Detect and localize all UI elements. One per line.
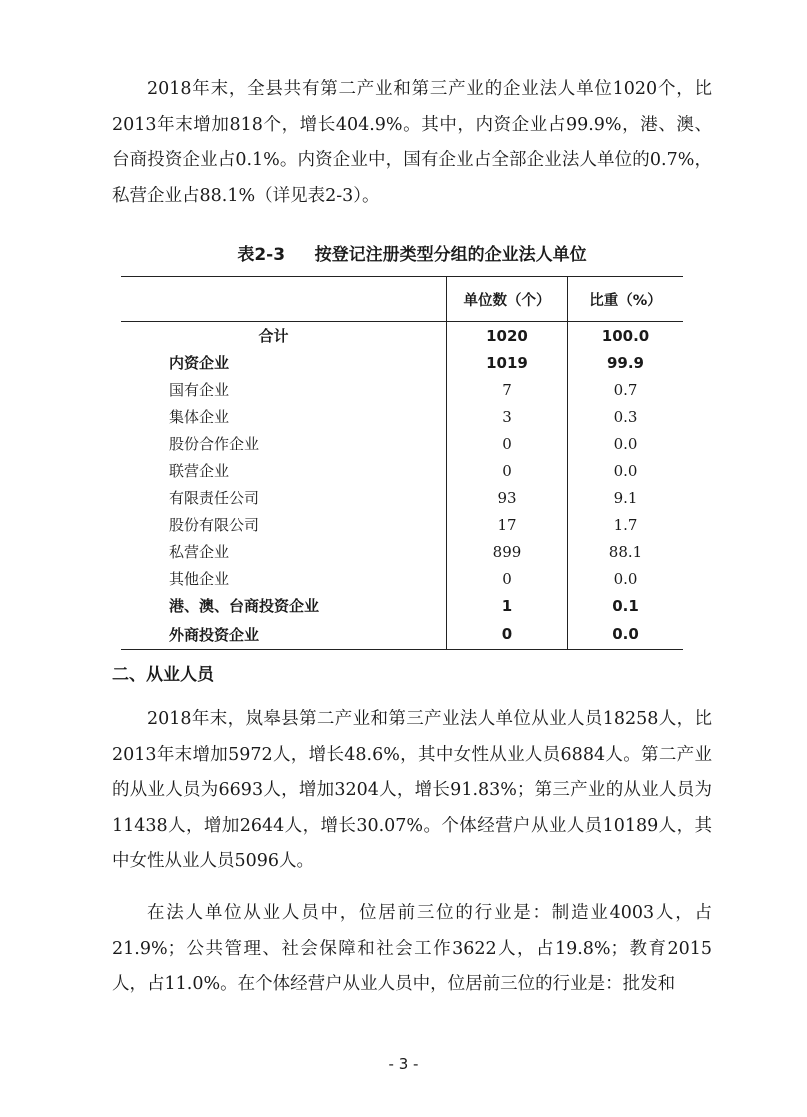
header-blank	[121, 277, 447, 322]
row-share: 0.0	[568, 430, 684, 457]
row-name: 合计	[258, 327, 289, 345]
row-name: 股份有限公司	[169, 516, 260, 534]
row-share: 0.0	[568, 565, 684, 592]
row-share: 0.0	[568, 619, 684, 650]
table-row	[121, 430, 683, 457]
page-number: - 3 -	[388, 1055, 419, 1073]
row-share: 0.3	[568, 403, 684, 430]
row-share: 88.1	[568, 538, 684, 565]
row-name: 联营企业	[169, 462, 230, 480]
row-name: 股份合作企业	[169, 435, 260, 453]
row-name: 私营企业	[169, 543, 230, 561]
paragraph-employees: 2018年末，岚皋县第二产业和第三产业法人单位从业人员18258人，比2013年末增加5972人，增长48.6%，其中女性从业人员6884人。第二产业的从业人员为6693人，增加3204人，增长91.83%；第三产业的从业人员为11438人，增加2644人，增长30.07%。个体经营户从业人员10189人，其中女性从业人员5096人。	[112, 709, 712, 871]
row-count: 0	[447, 457, 568, 484]
row-name: 有限责任公司	[169, 489, 260, 507]
row-name: 港、澳、台商投资企业	[169, 597, 320, 615]
row-name: 内资企业	[169, 354, 230, 372]
table-row	[121, 565, 683, 592]
paragraph-top-industries: 在法人单位从业人员中，位居前三位的行业是：制造业4003人，占21.9%；公共管理、社会保障和社会工作3622人，占19.8%；教育2015人，占11.0%。在个体经营户从业人员中，位居前三位的行业是：批发和	[112, 903, 712, 994]
row-name: 其他企业	[169, 570, 230, 588]
table-caption: 表2-3 按登记注册类型分组的企业法人单位	[237, 245, 587, 265]
table-row	[121, 322, 683, 350]
row-name: 国有企业	[169, 381, 230, 399]
row-count: 0	[447, 430, 568, 457]
header-share: 比重（%）	[568, 277, 684, 322]
header-unit-count: 单位数（个）	[447, 277, 568, 322]
row-count: 17	[447, 511, 568, 538]
enterprise-registration-table	[121, 276, 683, 650]
row-count: 1	[447, 592, 568, 619]
row-count: 1020	[447, 322, 568, 350]
table-row	[121, 538, 683, 565]
row-share: 0.7	[568, 376, 684, 403]
table-row	[121, 376, 683, 403]
row-count: 0	[447, 619, 568, 650]
table-row	[121, 511, 683, 538]
section-heading: 二、从业人员	[112, 665, 214, 685]
row-count: 1019	[447, 349, 568, 376]
row-share: 0.1	[568, 592, 684, 619]
paragraph-enterprise-units: 2018年末，全县共有第二产业和第三产业的企业法人单位1020个，比2013年末增加818个，增长404.9%。其中，内资企业占99.9%，港、澳、台商投资企业占0.1%。内资企业中，国有企业占全部企业法人单位的0.7%，私营企业占88.1%（详见表2-3）。	[112, 79, 712, 206]
row-name: 外商投资企业	[121, 619, 447, 650]
row-share: 0.0	[568, 457, 684, 484]
row-share: 100.0	[568, 322, 684, 350]
row-count: 0	[447, 565, 568, 592]
table-row	[121, 619, 683, 650]
table-row	[121, 349, 683, 376]
table-header-row	[121, 277, 683, 322]
row-count: 7	[447, 376, 568, 403]
row-count: 899	[447, 538, 568, 565]
row-count: 3	[447, 403, 568, 430]
table-row	[121, 403, 683, 430]
row-share: 99.9	[568, 349, 684, 376]
row-name: 集体企业	[169, 408, 230, 426]
table-row	[121, 484, 683, 511]
row-share: 1.7	[568, 511, 684, 538]
row-count: 93	[447, 484, 568, 511]
table-row	[121, 592, 683, 619]
table-row	[121, 457, 683, 484]
row-share: 9.1	[568, 484, 684, 511]
